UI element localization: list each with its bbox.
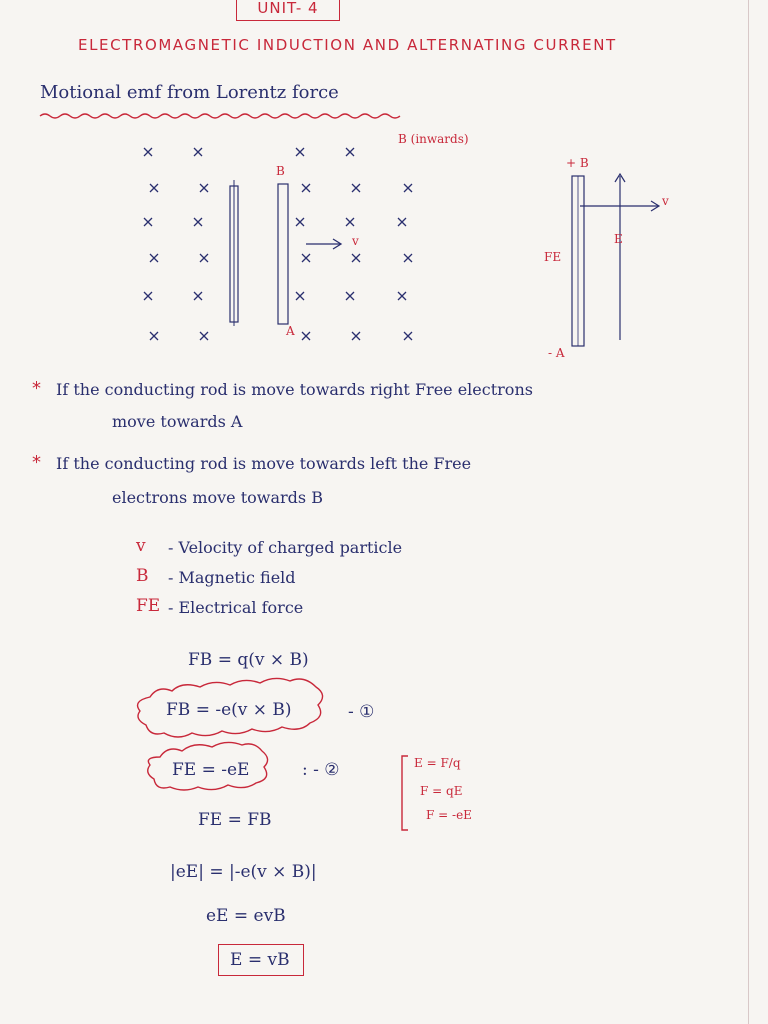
equation-tag-2: : - ② [302,760,340,780]
point-1-line-1: If the conducting rod is move towards right Free electrons [56,380,533,399]
field-cross [352,332,360,340]
equation-simplified: eE = evB [206,906,286,926]
field-cross [296,218,304,226]
field-cross [398,218,406,226]
field-cross [404,254,412,262]
equation-balance: FE = FB [198,810,272,830]
field-cross [194,292,202,300]
field-cross [200,254,208,262]
field-cross [144,218,152,226]
field-direction-label: B (inwards) [398,132,469,146]
rod-right [278,184,288,324]
field-cross [346,148,354,156]
velocity-label: v [352,234,359,248]
field-cross [398,292,406,300]
point-2-line-1: If the conducting rod is move towards left the Free [56,454,472,473]
def-text-magnetic: - Magnetic field [168,568,296,587]
rod-top-label: B [276,164,285,178]
negative-end-label: - A [548,346,565,360]
def-symbol-velocity: v [136,536,146,556]
field-cross [352,184,360,192]
field-cross [302,184,310,192]
def-text-velocity: - Velocity of charged particle [168,538,403,557]
equation-tag-1: - ① [348,702,375,722]
equation-magnetic-force: FB = -e(v × B) [166,700,292,720]
field-cross [194,218,202,226]
equation-magnitude: |eE| = |-e(v × B)| [170,862,317,882]
point-1-line-2: move towards A [112,412,243,431]
positive-end-label: + B [566,156,589,170]
final-result: E = vB [230,950,290,970]
def-symbol-electric: FE [136,596,161,616]
field-cross [200,184,208,192]
point-2-line-2: electrons move towards B [112,488,323,507]
field-cross [302,332,310,340]
side-note-2: F = qE [420,784,463,798]
unit-label: UNIT- 4 [236,0,340,21]
rod-bottom-label: A [286,324,295,338]
field-cross [150,332,158,340]
field-cross [150,254,158,262]
electric-force-label: FE [544,250,562,264]
field-cross [302,254,310,262]
right-velocity-label: v [662,194,669,208]
field-cross [296,148,304,156]
def-symbol-magnetic: B [136,566,149,586]
field-cross [144,148,152,156]
electric-field-label: E [614,232,623,246]
field-cross [346,292,354,300]
field-cross [352,254,360,262]
def-text-electric: - Electrical force [168,598,304,617]
side-note-3: F = -eE [426,808,472,822]
page-title: ELECTROMAGNETIC INDUCTION AND ALTERNATING CURRENT [78,36,617,54]
field-cross [346,218,354,226]
bullet-star-2: * [32,452,41,473]
field-cross [150,184,158,192]
bullet-star-1: * [32,378,41,399]
field-cross [194,148,202,156]
field-cross [296,292,304,300]
section-title: Motional emf from Lorentz force [40,82,339,103]
field-cross [404,332,412,340]
field-cross [404,184,412,192]
field-cross [200,332,208,340]
equation-electric-force: FE = -eE [172,760,250,780]
equation-lorentz: FB = q(v × B) [188,650,309,670]
side-note-1: E = F/q [414,756,461,770]
field-cross [144,292,152,300]
